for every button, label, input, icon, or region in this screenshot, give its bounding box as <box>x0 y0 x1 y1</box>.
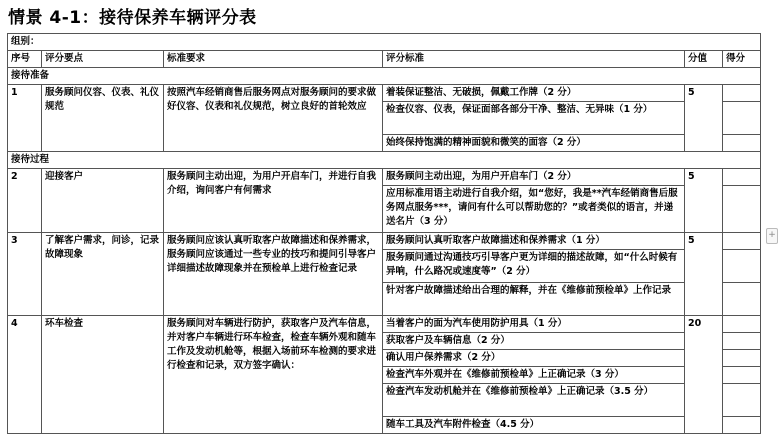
criterion: 应用标准用语主动进行自我介绍，如“您好，我是**汽车经销商售后服务网点服务***，请问有什么可以帮助您的？”或者类似的语言，并递送名片（3 分） <box>383 186 685 233</box>
criterion: 检查汽车发动机舱并在《维修前预检单》上正确记录（3.5 分） <box>383 384 685 417</box>
item-standard: 服务顾问主动出迎，为用户开启车门，并进行自我介绍，询问客户有何需求 <box>164 169 383 233</box>
score-cell[interactable] <box>723 333 761 350</box>
item-standard: 按照汽车经销商售后服务网点对服务顾问的要求做好仪容、仪表和礼仪规范，树立良好的首轮效应 <box>164 85 383 152</box>
criterion: 当着客户的面为汽车使用防护用具（1 分） <box>383 316 685 333</box>
header-standard: 标准要求 <box>164 51 383 68</box>
score-cell[interactable] <box>723 250 761 283</box>
item-standard: 服务顾问对车辆进行防护，获取客户及汽车信息，并对客户车辆进行环车检查，检查车辆外观和随车工作及发动机舱等，根据入场前环车检测的要求进行检查和记录，双方签字确认： <box>164 316 383 434</box>
criterion: 服务顾问主动出迎，为用户开启车门（2 分） <box>383 169 685 186</box>
score-cell[interactable] <box>723 102 761 135</box>
score-cell[interactable] <box>723 283 761 316</box>
item-point: 服务顾问仪容、仪表、礼仪规范 <box>42 85 164 152</box>
expand-button[interactable]: + <box>766 228 778 244</box>
table-row <box>8 316 761 333</box>
score-cell[interactable] <box>723 316 761 333</box>
item-score: 5 <box>685 233 723 316</box>
criterion: 服务顾问认真听取客户故障描述和保养需求（1 分） <box>383 233 685 250</box>
header-criteria: 评分标准 <box>383 51 685 68</box>
criterion: 始终保持饱满的精神面貌和微笑的面容（2 分） <box>383 135 685 152</box>
item-point: 环车检查 <box>42 316 164 434</box>
score-cell[interactable] <box>723 135 761 152</box>
header-score: 分值 <box>685 51 723 68</box>
item-score: 5 <box>685 85 723 152</box>
page-title: 情景 4-1：接待保养车辆评分表 <box>8 8 257 28</box>
item-no: 4 <box>8 316 42 434</box>
score-cell[interactable] <box>723 384 761 417</box>
score-cell[interactable] <box>723 233 761 250</box>
item-score: 5 <box>685 169 723 233</box>
scoring-table <box>7 33 761 434</box>
item-standard: 服务顾问应该认真听取客户故障描述和保养需求，服务顾问应该通过一些专业的技巧和提问引导客户详细描述故障现象并在预检单上进行检查记录 <box>164 233 383 316</box>
score-cell[interactable] <box>723 367 761 384</box>
item-no: 2 <box>8 169 42 233</box>
criterion: 获取客户及车辆信息（2 分） <box>383 333 685 350</box>
item-score: 20 <box>685 316 723 434</box>
group-label: 组别： <box>8 34 761 51</box>
header-point: 评分要点 <box>42 51 164 68</box>
section-title: 接待准备 <box>8 68 761 85</box>
section-title: 接待过程 <box>8 152 761 169</box>
criterion: 随车工具及汽车附件检查（4.5 分） <box>383 417 685 434</box>
criterion: 服务顾问通过沟通技巧引导客户更为详细的描述故障，如“什么时候有异响，什么路况或速度等”（2 分） <box>383 250 685 283</box>
score-cell[interactable] <box>723 186 761 233</box>
item-point: 了解客户需求，问诊，记录故障现象 <box>42 233 164 316</box>
item-no: 1 <box>8 85 42 152</box>
table-header-row <box>8 51 761 68</box>
criterion: 针对客户故障描述给出合理的解释，并在《维修前预检单》上作记录 <box>383 283 685 316</box>
item-point: 迎接客户 <box>42 169 164 233</box>
criterion: 检查汽车外观并在《维修前预检单》上正确记录（3 分） <box>383 367 685 384</box>
score-cell[interactable] <box>723 85 761 102</box>
score-cell[interactable] <box>723 169 761 186</box>
item-no: 3 <box>8 233 42 316</box>
table-row <box>8 169 761 186</box>
score-cell[interactable] <box>723 350 761 367</box>
score-cell[interactable] <box>723 417 761 434</box>
table-row <box>8 85 761 102</box>
criterion: 着装保证整洁、无破损，佩戴工作牌（2 分） <box>383 85 685 102</box>
header-no: 序号 <box>8 51 42 68</box>
header-got: 得分 <box>723 51 761 68</box>
table-row <box>8 233 761 250</box>
criterion: 确认用户保养需求（2 分） <box>383 350 685 367</box>
criterion: 检查仪容、仪表，保证面部各部分干净、整洁、无异味（1 分） <box>383 102 685 135</box>
